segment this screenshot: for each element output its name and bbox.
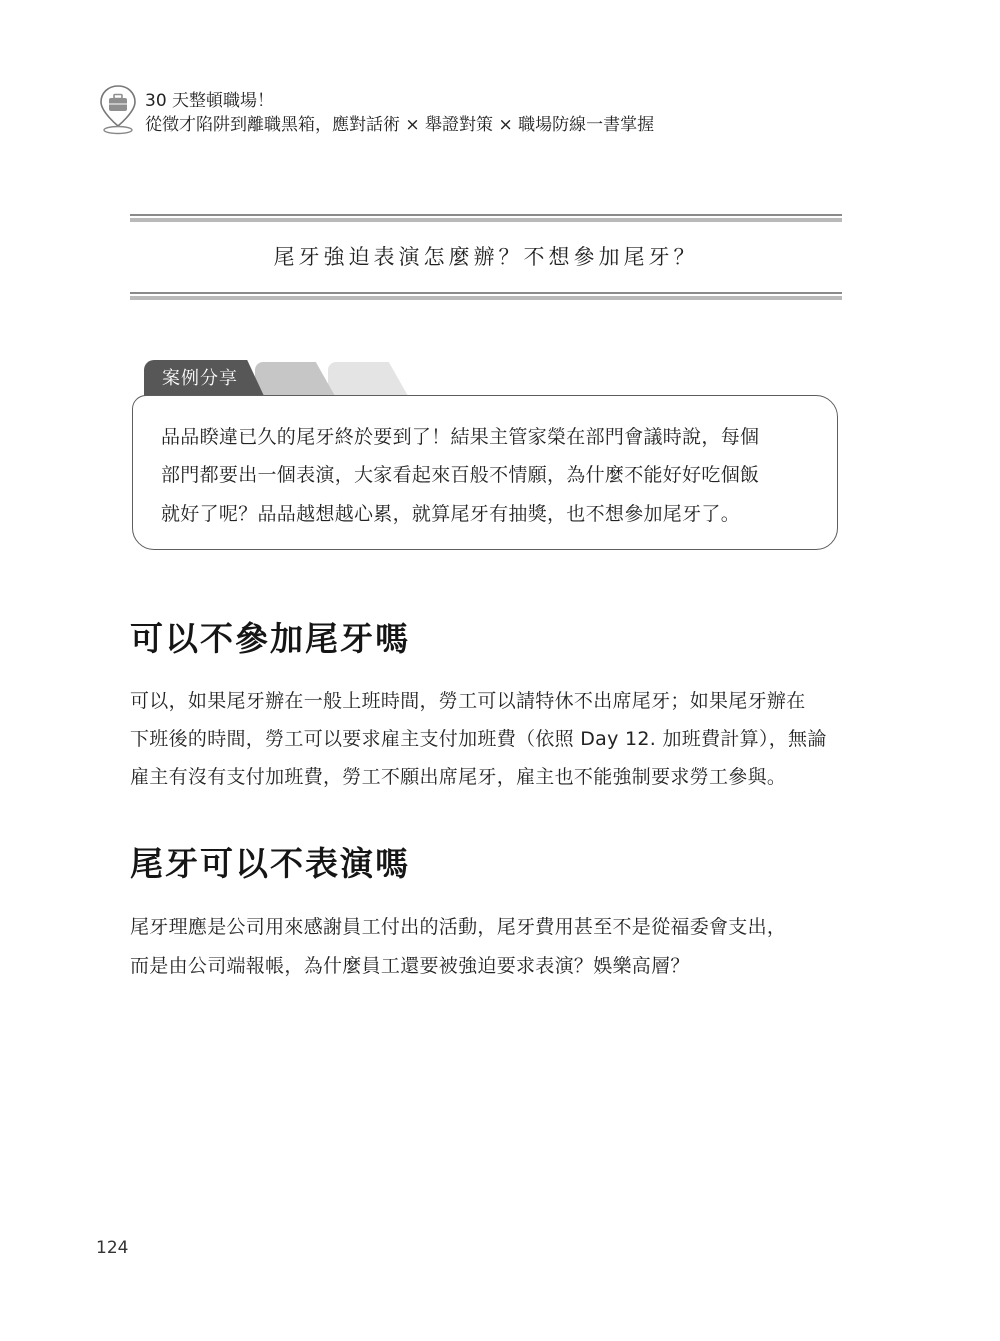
case-study-line: 品品睽違已久的尾牙終於要到了！結果主管家榮在部門會議時說，每個 (161, 426, 760, 448)
book-title: 30 天整頓職場！ (145, 91, 275, 111)
decorative-tab-medium (255, 362, 335, 396)
decorative-tab-light (328, 362, 408, 396)
body-text-line: 可以，如果尾牙辦在一般上班時間，勞工可以請特休不出席尾牙；如果尾牙辦在 (130, 690, 806, 712)
case-study-line: 就好了呢？品品越想越心累，就算尾牙有抽獎，也不想參加尾牙了。 (161, 503, 741, 525)
title-rule-bottom (130, 292, 842, 300)
heading-performance: 尾牙可以不表演嗎 (130, 844, 410, 883)
page-number: 124 (96, 1238, 129, 1258)
case-study-line: 部門都要出一個表演，大家看起來百般不情願，為什麼不能好好吃個飯 (161, 464, 760, 486)
body-text-line: 尾牙理應是公司用來感謝員工付出的活動，尾牙費用甚至不是從福委會支出， (130, 916, 787, 938)
section-title: 尾牙強迫表演怎麼辦？不想參加尾牙？ (273, 245, 699, 269)
briefcase-map-pin-icon (98, 84, 138, 136)
body-text-line: 而是由公司端報帳，為什麼員工還要被強迫要求表演？娛樂高層？ (130, 955, 690, 977)
book-subtitle: 從徵才陷阱到離職黑箱，應對話術 × 舉證對策 × 職場防線一書掌握 (145, 115, 655, 135)
body-text-line: 下班後的時間，勞工可以要求雇主支付加班費（依照 Day 12. 加班費計算），無論 (130, 728, 827, 750)
title-rule-top (130, 214, 842, 222)
case-study-tab-label: 案例分享 (162, 368, 238, 389)
heading-attendance: 可以不參加尾牙嗎 (130, 619, 410, 658)
body-text-line: 雇主有沒有支付加班費，勞工不願出席尾牙，雇主也不能強制要求勞工參與。 (130, 766, 787, 788)
